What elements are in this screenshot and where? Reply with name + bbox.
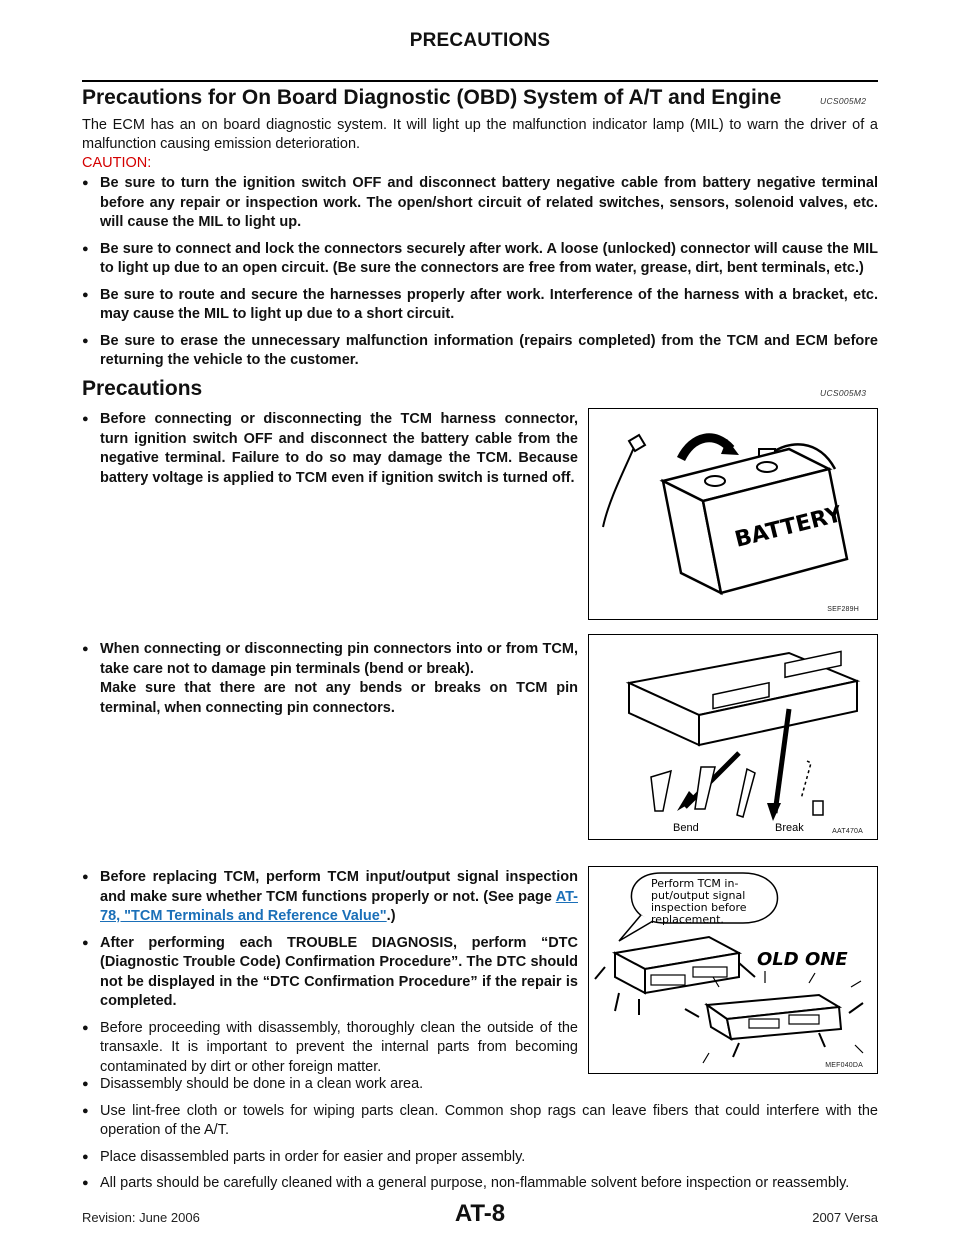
figure3-code: MEF040DA [825, 1062, 863, 1069]
page-number: AT-8 [454, 1200, 506, 1227]
tcm-pin-illustration [589, 635, 877, 839]
precaution-item-a: ● Before connecting or disconnecting the TCM harness connector, turn ignition switch OFF and disconnect the battery cable from the negative terminal. Failure to do so may damage the TCM. Because battery voltage is applied to TCM even if ignition switch is turned off. [82, 411, 578, 486]
caution-item: ● Be sure to turn the ignition switch OFF and disconnect battery negative cable from battery negative terminal before any repair or inspection work. The open/short circuit of related switches, sensors, solenoid valves, etc. will cause the MIL to light up. [82, 175, 878, 230]
header-rule [82, 80, 878, 82]
tcm-terminals-link[interactable]: AT-78, "TCM Terminals and Reference Value" [100, 888, 578, 924]
caution-label: CAUTION: [82, 155, 152, 171]
caution-item: ● Be sure to erase the unnecessary malfunction information (repairs completed) from the TCM and ECM before returning the vehicle to the customer. [82, 332, 878, 368]
section2-code: UCS005M3 [820, 388, 867, 398]
battery-illustration [589, 409, 877, 619]
caution-item: ● Be sure to route and secure the harnesses properly after work. Interference of the harness with a bracket, etc. may cause the MIL to light up due to a short circuit. [82, 286, 878, 322]
old-one-label: OLD ONE [757, 949, 848, 970]
precaution-item-g: ● Use lint-free cloth or towels for wiping parts clean. Common shop rags can leave fibers that could interfere with the operation of the A/T. [82, 1102, 878, 1138]
precaution-item-c: ● Before replacing TCM, perform TCM input/output signal inspection and make sure whether TCM functions properly or not. (See page AT-78, "TCM Terminals and Reference Value".) [82, 869, 578, 924]
precaution-item-h: ● Place disassembled parts in order for easier and proper assembly. [82, 1148, 526, 1165]
precaution-item-i: ● All parts should be carefully cleaned with a general purpose, non-flammable solvent before inspection or reassembly. [82, 1175, 850, 1191]
precaution-item-b: ● When connecting or disconnecting pin connectors into or from TCM, take care not to damage pin terminals (bend or break). Make sure that there are not any bends or breaks on TCM pin terminal, when connecting pin connectors. [82, 641, 578, 716]
old-tcm-illustration [589, 867, 877, 1073]
page-header-title: PRECAUTIONS [409, 30, 551, 51]
revision-date: Revision: June 2006 [82, 1210, 200, 1225]
model-label: 2007 Versa [812, 1210, 878, 1225]
bend-label: Bend [673, 822, 699, 834]
section1-code: UCS005M2 [820, 96, 867, 106]
figure1-code: SEF289H [827, 606, 859, 613]
precaution-item-d: ● After performing each TROUBLE DIAGNOSIS, perform “DTC (Diagnostic Trouble Code) Confirmation Procedure”. The DTC should not be displayed in the “DTC Confirmation Procedure” if the repair is completed. [82, 934, 578, 1009]
speech-bubble-text: Perform TCM in- put/output signal inspection before replacement. [651, 877, 747, 926]
break-label: Break [775, 822, 804, 834]
section1-heading: Precautions for On Board Diagnostic (OBD) System of A/T and Engine [82, 86, 782, 109]
caution-list [82, 174, 878, 378]
tcm-pin-figure [588, 634, 878, 840]
precaution-item-f: ● Disassembly should be done in a clean work area. [82, 1076, 424, 1092]
precaution-list-cde [82, 868, 578, 1084]
caution-item: ● Be sure to connect and lock the connectors securely after work. A loose (unlocked) connector will cause the MIL to light up due to an open circuit. (Be sure the connectors are free from water, grease, dirt, bent terminals, etc.) [82, 240, 878, 276]
figure2-code: AAT470A [832, 828, 863, 835]
precaution-list-fghi [82, 1075, 878, 1201]
section1-intro: The ECM has an on board diagnostic system. It will light up the malfunction indicator lamp (MIL) to warn the driver of a malfunction causing emission deterioration. [82, 117, 878, 152]
battery-label: BATTERY [732, 502, 845, 553]
battery-figure [588, 408, 878, 620]
precaution-item-e: ● Before proceeding with disassembly, thoroughly clean the outside of the transaxle. It is important to prevent the internal parts from becoming contaminated by dirt or other foreign matter. [82, 1019, 578, 1075]
old-tcm-figure [588, 866, 878, 1074]
section2-heading: Precautions [82, 377, 203, 400]
